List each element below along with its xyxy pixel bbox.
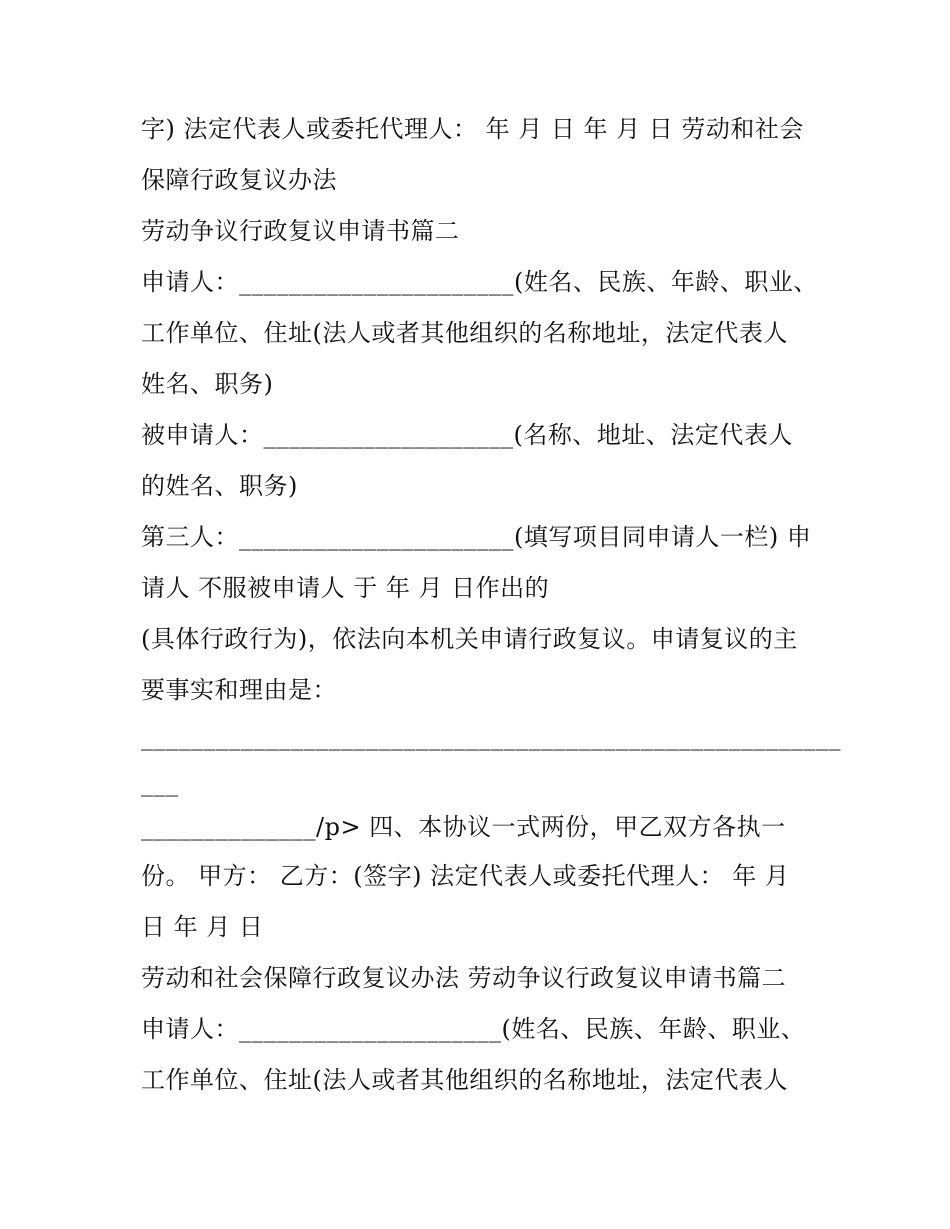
text-line: 的姓名、职务) <box>141 472 298 500</box>
section-heading: 劳动和社会保障行政复议办法 劳动争议行政复议申请书篇二 <box>141 964 787 992</box>
text-line: 保障行政复议办法 <box>141 166 337 194</box>
text-line: 申请人：_____________________(姓名、民族、年龄、职业、 <box>141 1015 806 1043</box>
section-heading: 劳动争议行政复议申请书篇二 <box>141 217 460 245</box>
text-line: 姓名、职务) <box>141 370 274 398</box>
text-line: 工作单位、住址(法人或者其他组织的名称地址，法定代表人 <box>141 319 788 347</box>
text-line: (具体行政行为)，依法向本机关申请行政复议。申请复议的主 <box>141 625 798 653</box>
text-line: 日 年 月 日 <box>141 913 264 941</box>
text-line: 份。 甲方： 乙方：(签字) 法定代表人或委托代理人： 年 月 <box>141 862 790 890</box>
text-line: 要事实和理由是： <box>141 676 337 704</box>
text-line: 字) 法定代表人或委托代理人： 年 月 日 年 月 日 劳动和社会 <box>141 115 804 143</box>
blank-fill-line: ________________________________________________________ <box>141 723 841 751</box>
text-line: 被申请人：____________________(名称、地址、法定代表人 <box>141 421 793 449</box>
text-line: 请人 不服被申请人 于 年 月 日作出的 <box>141 574 550 602</box>
text-line: 第三人：______________________(填写项目同申请人一栏) 申 <box>141 523 812 551</box>
text-line: ______________/p> 四、本协议一式两份，甲乙双方各执一 <box>141 813 786 841</box>
text-line: 申请人：______________________(姓名、民族、年龄、职业、 <box>141 268 818 296</box>
text-line: 工作单位、住址(法人或者其他组织的名称地址，法定代表人 <box>141 1066 788 1094</box>
blank-fill-line: ___ <box>141 769 179 797</box>
